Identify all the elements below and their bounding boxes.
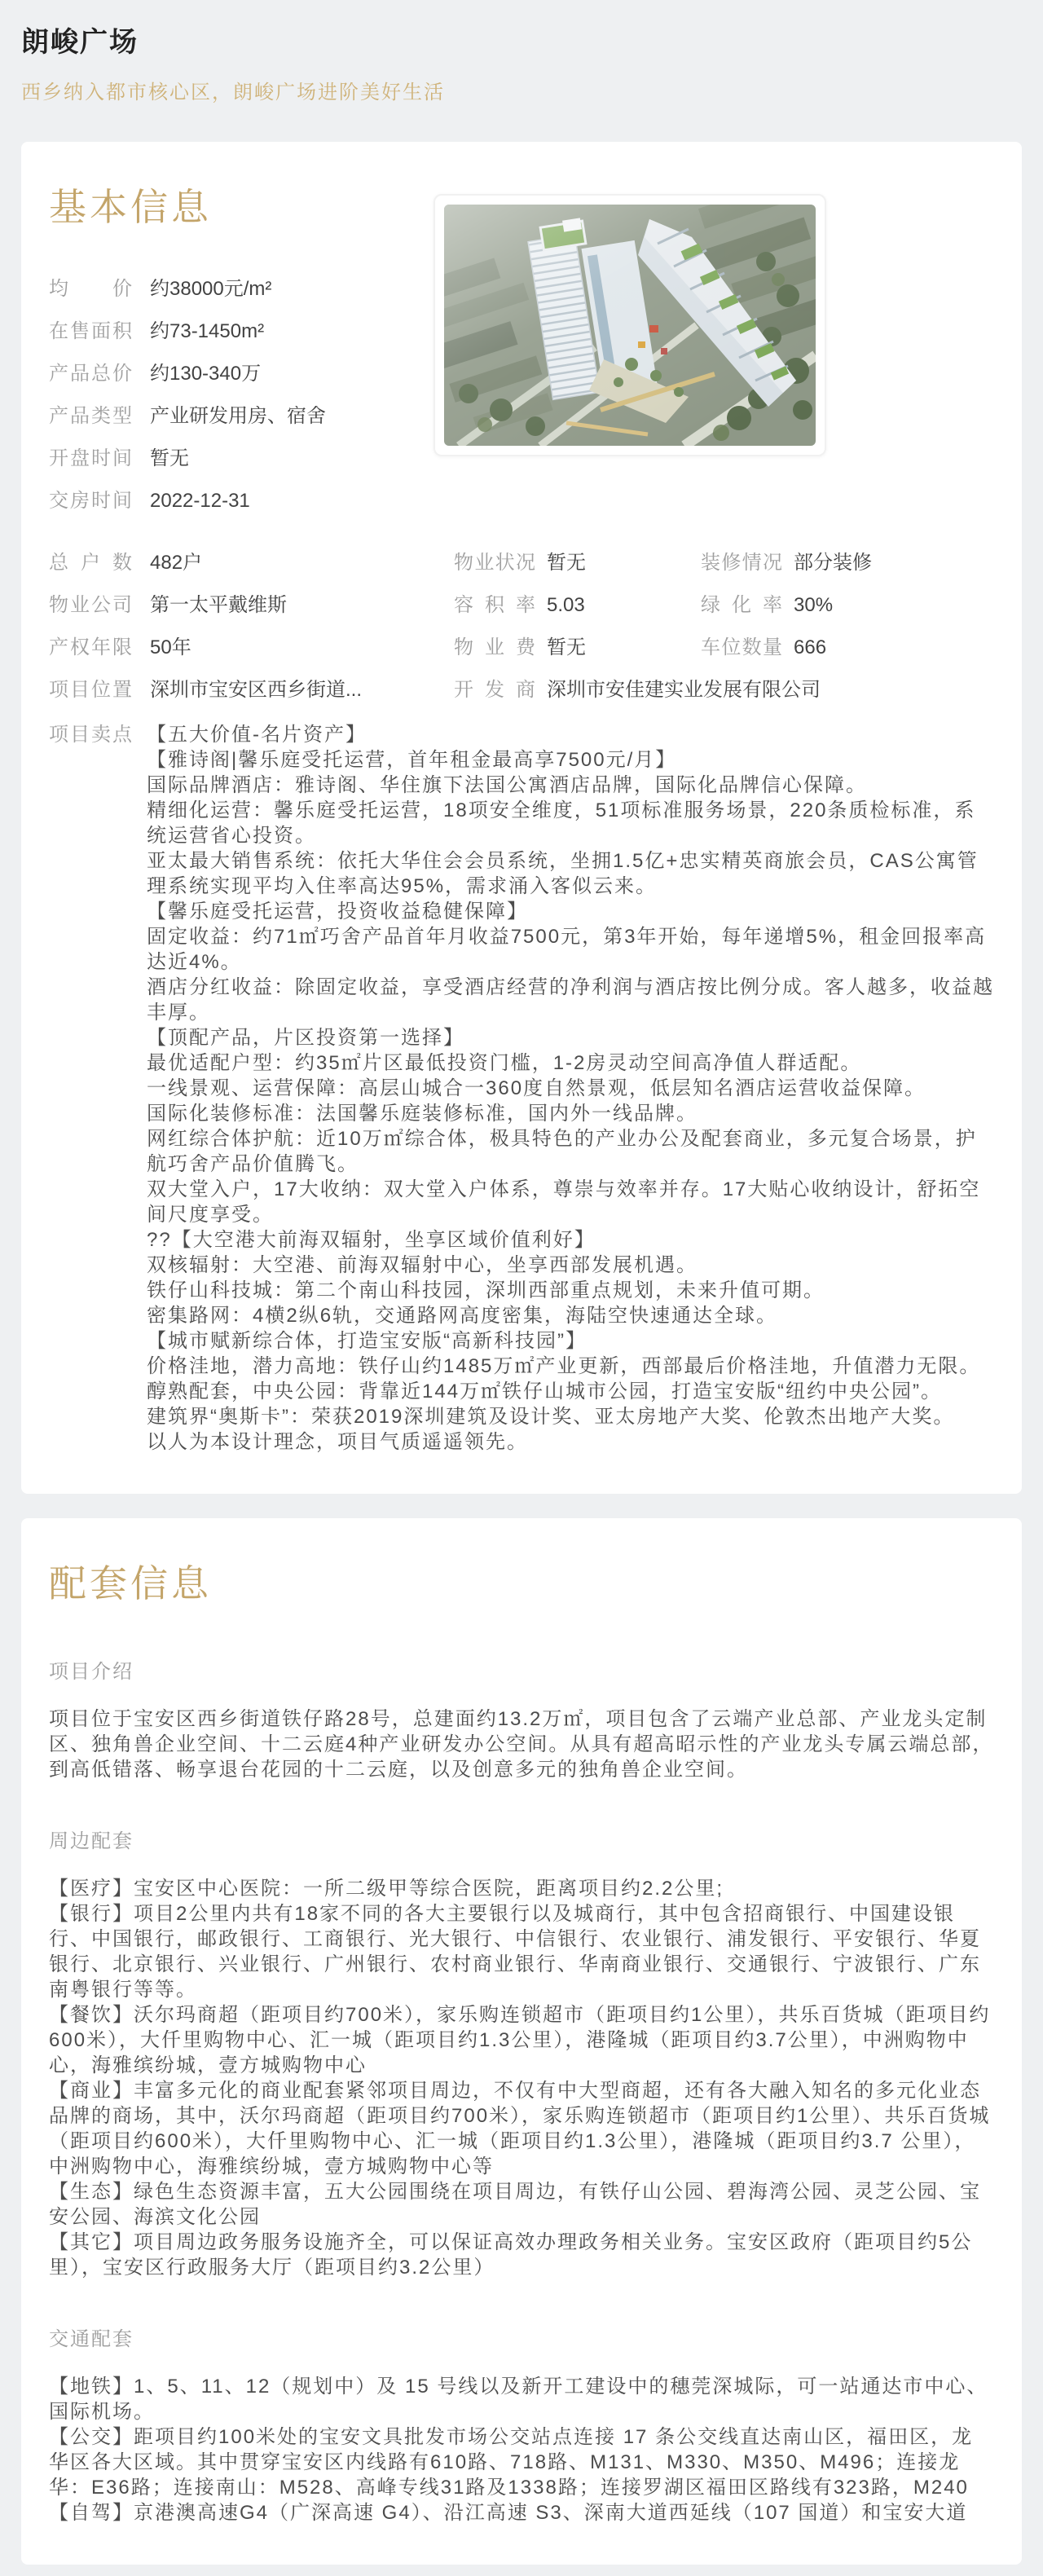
facility-paragraph: 【自驾】京港澳高速G4（广深高速 G4）、沿江高速 S3、深南大道西延线（107 国道）和宝安大道 bbox=[49, 2502, 968, 2524]
facility-section-text bbox=[49, 1876, 994, 2280]
info-field-value: 约73-1450m² bbox=[150, 321, 265, 342]
selling-point-line: 双核辐射：大空港、前海双辐射中心，坐享西部发展机遇。 bbox=[147, 1254, 698, 1276]
info-field bbox=[454, 595, 701, 616]
selling-point-line: 酒店分红收益：除固定收益，享受酒店经营的净利润与酒店按比例分成。客人越多，收益越丰厚。 bbox=[147, 976, 994, 1024]
info-field bbox=[49, 680, 454, 701]
facility-paragraph: 项目位于宝安区西乡街道铁仔路28号，总建面约13.2万㎡，项目包含了云端产业总部、产业龙头定制区、独角兽企业空间、十二云庭4种产业研发办公空间。从具有超高昭示性的产业龙头专属云端总部，到高低错落、畅享退台花园的十二云庭，以及创意多元的独角兽企业空间。 bbox=[49, 1708, 994, 1781]
selling-point-line: 双大堂入户，17大收纳：双大堂入户体系，尊崇与效率并存。17大贴心收纳设计，舒拓空间尺度享受。 bbox=[147, 1178, 981, 1226]
info-field bbox=[49, 553, 454, 574]
info-field-label: 车位数量 bbox=[701, 636, 782, 658]
info-field-value: 5.03 bbox=[547, 594, 585, 616]
property-aerial-rendering-image bbox=[444, 205, 816, 446]
facility-paragraph: 【生态】绿色生态资源丰富，五大公园围绕在项目周边，有铁仔山公园、碧海湾公园、灵芝公园、宝安公园、海滨文化公园 bbox=[49, 2181, 981, 2228]
selling-point-line: 亚太最大销售系统：依托大华住会会员系统，坐拥1.5亿+忠实精英商旅会员，CAS公寓管理系统实现平均入住率高达95%，需求涌入客似云来。 bbox=[147, 850, 979, 897]
info-field-value: 部分装修 bbox=[794, 552, 872, 574]
info-field-value: 第一太平戴维斯 bbox=[150, 595, 287, 616]
info-grid-row bbox=[49, 680, 994, 701]
info-field-value: 50年 bbox=[150, 637, 191, 658]
page-header bbox=[0, 0, 1043, 112]
info-field-label: 交房时间 bbox=[49, 490, 132, 512]
info-grid-row bbox=[49, 637, 994, 658]
selling-point-line: 国际品牌酒店：雅诗阁、华住旗下法国公寓酒店品牌，国际化品牌信心保障。 bbox=[147, 774, 867, 796]
info-field bbox=[701, 595, 994, 616]
info-field bbox=[49, 491, 383, 512]
info-field-value: 暂无 bbox=[547, 636, 586, 658]
info-field-value: 深圳市安佳建实业发展有限公司 bbox=[547, 679, 821, 701]
selling-point-line: 精细化运营：馨乐庭受托运营，18项安全维度，51项标准服务场景，220条质检标准，系统运营省心投资。 bbox=[147, 799, 976, 847]
info-field bbox=[49, 406, 383, 427]
info-field-value: 666 bbox=[794, 636, 827, 658]
selling-point-line: 价格洼地，潜力高地：铁仔山约1485万㎡产业更新，西部最后价格洼地，升值潜力无限。 bbox=[147, 1355, 981, 1377]
selling-point-line: 一线景观、运营保障：高层山城合一360度自然景观，低层知名酒店运营收益保障。 bbox=[147, 1077, 926, 1099]
facility-paragraph: 【医疗】宝安区中心医院：一所二级甲等综合医院，距离项目约2.2公里; bbox=[49, 1878, 724, 1900]
info-field bbox=[49, 321, 383, 342]
selling-point-line: 【馨乐庭受托运营，投资收益稳健保障】 bbox=[147, 900, 528, 923]
facility-paragraph: 【其它】项目周边政务服务设施齐全，可以保证高效办理政务相关业务。宝安区政府（距项目约5公里），宝安区行政服务大厅（距项目约3.2公里） bbox=[49, 2231, 973, 2279]
info-field-label: 产权年限 bbox=[49, 636, 132, 658]
info-field bbox=[701, 637, 994, 658]
info-field bbox=[49, 595, 454, 616]
info-field-label: 在售面积 bbox=[49, 320, 132, 342]
info-field-label: 物业公司 bbox=[49, 594, 132, 616]
info-field-value[interactable]: 深圳市宝安区西乡街道... bbox=[150, 680, 363, 701]
info-field-label: 总户数 bbox=[49, 552, 132, 574]
info-field-value: 30% bbox=[794, 594, 834, 616]
info-field bbox=[454, 553, 701, 574]
facility-paragraph: 【地铁】1、5、11、12（规划中）及 15 号线以及新开工建设中的穗莞深城际，可一站通达市中心、国际机场。 bbox=[49, 2376, 988, 2423]
info-field-label: 绿化率 bbox=[701, 594, 782, 616]
facility-section-label: 交通配套 bbox=[49, 2328, 134, 2350]
facility-paragraph: 【商业】丰富多元化的商业配套紧邻项目周边，不仅有中大型商超，还有各大融入知名的多元化业态品牌的商场，其中，沃尔玛商超（距项目约700米），家乐购连锁超市（距项目约1公里）、共乐百货城（距项目约600米），大仟里购物中心、汇一城（距项目约1.3公里），港隆城（距项目约3.7 公里），中洲购物中心，海雅缤纷城，壹方城购物中心等 bbox=[49, 2080, 991, 2177]
selling-point-line: 醇熟配套，中央公园：背靠近144万㎡铁仔山城市公园，打造宝安版“纽约中央公园”。 bbox=[147, 1380, 943, 1402]
info-field-label: 开发商 bbox=[454, 679, 535, 701]
info-field bbox=[49, 637, 454, 658]
info-field-value: 暂无 bbox=[547, 552, 586, 574]
info-field-label: 容积率 bbox=[454, 594, 535, 616]
selling-point-line: 网红综合体护航：近10万㎡综合体，极具特色的产业办公及配套商业，多元复合场景，护航巧舍产品价值腾飞。 bbox=[147, 1128, 977, 1175]
selling-point-line: 固定收益：约71㎡巧舍产品首年月收益7500元，第3年开始，每年递增5%，租金回报率高达近4%。 bbox=[147, 926, 987, 973]
selling-point-line: 【五大价值-名片资产】 bbox=[147, 724, 367, 746]
selling-point-line: 最优适配户型：约35㎡片区最低投资门槛，1-2房灵动空间高净值人群适配。 bbox=[147, 1052, 862, 1074]
facility-section-text bbox=[49, 1706, 994, 1782]
facility-section-text bbox=[49, 2374, 994, 2525]
info-field-value: 产业研发用房、宿舍 bbox=[150, 406, 326, 427]
selling-point-line: 密集路网：4横2纵6轨，交通路网高度密集，海陆空快速通达全球。 bbox=[147, 1305, 778, 1327]
info-field-label: 项目位置 bbox=[49, 679, 132, 701]
info-field-label: 产品类型 bbox=[49, 405, 132, 427]
basic-info-left-rows bbox=[49, 279, 383, 553]
facility-section-label: 项目介绍 bbox=[49, 1661, 134, 1683]
property-photo[interactable] bbox=[433, 194, 826, 456]
selling-points-label: 项目卖点 bbox=[49, 724, 132, 746]
selling-point-line: 铁仔山科技城：第二个南山科技园，深圳西部重点规划，未来升值可期。 bbox=[147, 1279, 825, 1301]
info-field-label: 开盘时间 bbox=[49, 447, 132, 469]
basic-info-card bbox=[21, 142, 1022, 1494]
selling-point-line: 【顶配产品，片区投资第一选择】 bbox=[147, 1027, 464, 1049]
info-field-value: 482户 bbox=[150, 553, 203, 574]
info-field bbox=[49, 363, 383, 385]
info-grid-row bbox=[49, 553, 994, 574]
basic-info-grid bbox=[49, 553, 994, 701]
facilities-title: 配套信息 bbox=[49, 1562, 212, 1605]
facility-sections bbox=[49, 1655, 994, 2525]
selling-point-line: ??【大空港大前海双辐射，坐享区域价值利好】 bbox=[147, 1229, 596, 1251]
selling-point-line: 国际化装修标准：法国馨乐庭装修标准，国内外一线品牌。 bbox=[147, 1103, 698, 1125]
page-title: 朗峻广场 bbox=[21, 27, 139, 58]
selling-point-line: 【城市赋新综合体，打造宝安版“高新科技园”】 bbox=[147, 1330, 587, 1352]
selling-points-text bbox=[147, 722, 994, 1455]
info-field bbox=[454, 680, 994, 701]
info-field-label: 物业状况 bbox=[454, 552, 535, 574]
facility-paragraph: 【银行】项目2公里内共有18家不同的各大主要银行以及城商行，其中包含招商银行、中国建设银行、中国银行，邮政银行、工商银行、光大银行、中信银行、农业银行、浦发银行、平安银行、华夏银行、北京银行、兴业银行、广州银行、农村商业银行、华南商业银行、交通银行、宁波银行、广东南粤银行等等。 bbox=[49, 1903, 981, 2001]
basic-info-title: 基本信息 bbox=[49, 186, 212, 228]
facilities-card bbox=[21, 1518, 1022, 2565]
info-field-label: 均价 bbox=[49, 278, 132, 300]
facility-paragraph: 【餐饮】沃尔玛商超（距项目约700米），家乐购连锁超市（距项目约1公里），共乐百货城（距项目约600米），大仟里购物中心、汇一城（距项目约1.3公里），港隆城（距项目约3.7公里），中洲购物中心，海雅缤纷城，壹方城购物中心 bbox=[49, 2004, 991, 2076]
selling-points-row bbox=[49, 722, 994, 1455]
info-field-label: 装修情况 bbox=[701, 552, 782, 574]
info-field-value: 约38000元/m² bbox=[150, 279, 272, 300]
info-field-value: 2022-12-31 bbox=[150, 491, 250, 512]
page-subtitle: 西乡纳入都市核心区，朗峻广场进阶美好生活 bbox=[21, 81, 445, 103]
info-field-value: 约130-340万 bbox=[150, 363, 262, 385]
selling-point-line: 【雅诗阁|馨乐庭受托运营，首年租金最高享7500元/月】 bbox=[147, 749, 677, 771]
info-field-label: 物业费 bbox=[454, 636, 535, 658]
selling-point-line: 以人为本设计理念，项目气质遥遥领先。 bbox=[147, 1431, 528, 1453]
info-grid-row bbox=[49, 595, 994, 616]
info-field bbox=[49, 448, 383, 469]
info-field bbox=[49, 279, 383, 300]
info-field-value: 暂无 bbox=[150, 448, 189, 469]
info-field-label: 产品总价 bbox=[49, 363, 132, 385]
info-field bbox=[454, 637, 701, 658]
facility-section-label: 周边配套 bbox=[49, 1830, 134, 1852]
info-field bbox=[701, 553, 994, 574]
facility-paragraph: 【公交】距项目约100米处的宝安文具批发市场公交站点连接 17 条公交线直达南山区，福田区，龙华区各大区域。其中贯穿宝安区内线路有610路、718路、M131、M330、M350、M496；连接龙华：E36路；连接南山：M528、高峰专线31路及1338路；连接罗湖区福田区路线有323路，M240 bbox=[49, 2426, 974, 2499]
selling-point-line: 建筑界“奥斯卡”：荣获2019深圳建筑及设计奖、亚太房地产大奖、伦敦杰出地产大奖。 bbox=[147, 1406, 955, 1428]
